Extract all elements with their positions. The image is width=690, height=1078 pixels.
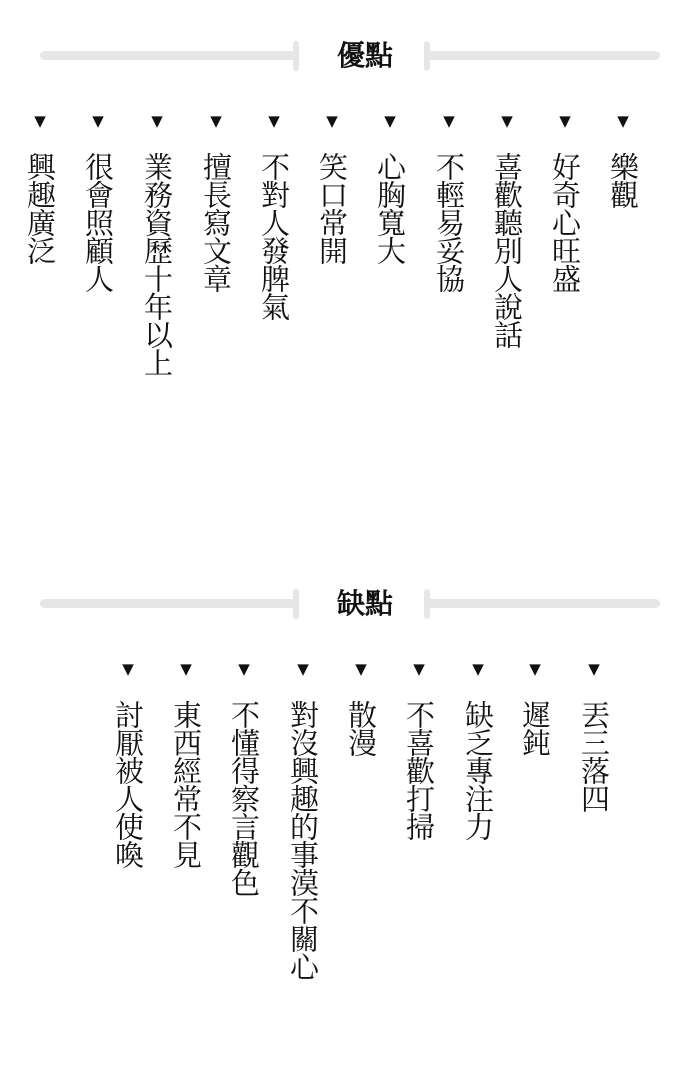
strength-text: 很會照顧人 <box>81 152 115 292</box>
header-divider-cap-left <box>293 41 299 71</box>
header-divider-right <box>427 599 660 608</box>
triangle-down-icon: ▼ <box>151 112 163 130</box>
strength-item <box>254 112 294 320</box>
weakness-item <box>574 660 614 812</box>
weakness-item <box>224 660 264 896</box>
header-divider-cap-left <box>293 589 299 619</box>
strength-text: 不對人發脾氣 <box>257 152 291 320</box>
weakness-item <box>341 660 381 756</box>
weakness-item <box>166 660 206 868</box>
triangle-down-icon: ▼ <box>472 660 484 678</box>
weakness-item <box>515 660 555 756</box>
strength-item <box>20 112 60 264</box>
strength-item <box>312 112 352 264</box>
weakness-text: 對沒興趣的事漠不關心 <box>286 700 320 980</box>
weakness-item <box>458 660 498 840</box>
weakness-item <box>108 660 148 868</box>
triangle-down-icon: ▼ <box>355 660 367 678</box>
strength-item <box>137 112 177 376</box>
strength-item <box>545 112 585 292</box>
triangle-down-icon: ▼ <box>122 660 134 678</box>
strength-text: 興趣廣泛 <box>23 152 57 264</box>
triangle-down-icon: ▼ <box>210 112 222 130</box>
triangle-down-icon: ▼ <box>297 660 309 678</box>
weakness-item <box>283 660 323 980</box>
triangle-down-icon: ▼ <box>501 112 513 130</box>
weakness-text: 不喜歡打掃 <box>402 700 436 840</box>
header-divider-right <box>427 51 660 60</box>
weakness-text: 丟三落四 <box>577 700 611 812</box>
weakness-text: 遲鈍 <box>518 700 552 756</box>
triangle-down-icon: ▼ <box>443 112 455 130</box>
strength-item <box>603 112 643 208</box>
weakness-text: 缺乏專注力 <box>461 700 495 840</box>
weaknesses-section <box>0 578 690 1058</box>
header-divider-left <box>40 51 295 60</box>
triangle-down-icon: ▼ <box>384 112 396 130</box>
triangle-down-icon: ▼ <box>529 660 541 678</box>
strength-text: 業務資歷十年以上 <box>140 152 174 376</box>
triangle-down-icon: ▼ <box>413 660 425 678</box>
triangle-down-icon: ▼ <box>588 660 600 678</box>
strength-text: 心胸寬大 <box>373 152 407 264</box>
strength-item <box>196 112 236 292</box>
triangle-down-icon: ▼ <box>559 112 571 130</box>
weakness-text: 東西經常不見 <box>169 700 203 868</box>
strengths-header <box>40 30 660 82</box>
strength-item <box>370 112 410 264</box>
triangle-down-icon: ▼ <box>617 112 629 130</box>
triangle-down-icon: ▼ <box>326 112 338 130</box>
strength-text: 不輕易妥協 <box>432 152 466 292</box>
weakness-text: 散漫 <box>344 700 378 756</box>
strength-text: 笑口常開 <box>315 152 349 264</box>
strengths-heading: 優點 <box>336 39 393 72</box>
strength-item <box>78 112 118 292</box>
triangle-down-icon: ▼ <box>180 660 192 678</box>
strength-item <box>429 112 469 292</box>
strength-text: 擅長寫文章 <box>199 152 233 292</box>
strength-item <box>487 112 527 348</box>
triangle-down-icon: ▼ <box>268 112 280 130</box>
triangle-down-icon: ▼ <box>34 112 46 130</box>
weaknesses-header <box>40 578 660 630</box>
header-divider-left <box>40 599 295 608</box>
strength-text: 樂觀 <box>606 152 640 208</box>
weakness-text: 不懂得察言觀色 <box>227 700 261 896</box>
strength-text: 好奇心旺盛 <box>548 152 582 292</box>
weaknesses-heading: 缺點 <box>336 587 393 620</box>
triangle-down-icon: ▼ <box>238 660 250 678</box>
weakness-item <box>399 660 439 840</box>
triangle-down-icon: ▼ <box>92 112 104 130</box>
strength-text: 喜歡聽別人說話 <box>490 152 524 348</box>
strengths-section <box>0 30 690 470</box>
weakness-text: 討厭被人使喚 <box>111 700 145 868</box>
